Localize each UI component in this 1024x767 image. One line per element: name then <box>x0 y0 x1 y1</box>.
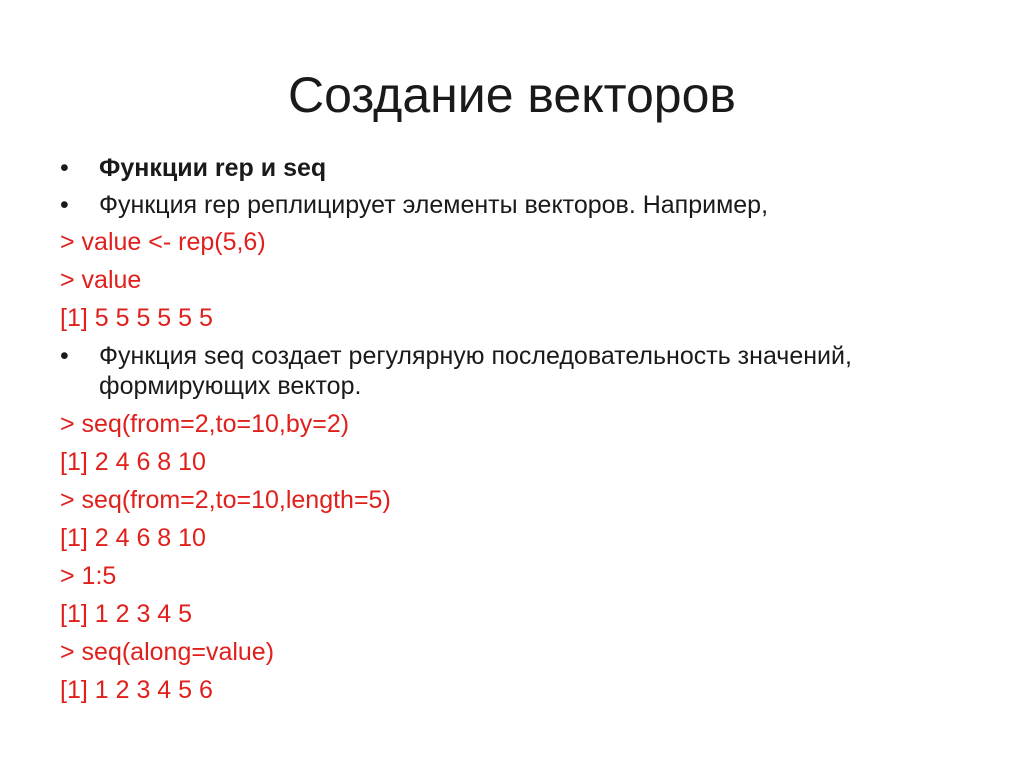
code-output: [1] 5 5 5 5 5 5 <box>60 304 213 332</box>
bullet-icon: • <box>60 191 69 219</box>
bullet-item <box>60 341 990 371</box>
slide-body <box>60 153 990 705</box>
code-output: [1] 1 2 3 4 5 6 <box>60 676 213 704</box>
bullet-text: формирующих вектор. <box>99 372 362 400</box>
code-line: > seq(along=value) <box>60 638 275 666</box>
code-line: > 1:5 <box>60 562 117 590</box>
code-output: [1] 2 4 6 8 10 <box>60 448 206 476</box>
code-output: [1] 1 2 3 4 5 <box>60 600 193 628</box>
slide-title: Создание векторов <box>288 67 736 123</box>
bullet-item <box>60 190 990 220</box>
code-line: > seq(from=2,to=10,length=5) <box>60 486 391 514</box>
bullet-text: Функция rep реплицирует элементы векторов. Например, <box>99 191 769 219</box>
bullet-item-continuation <box>60 371 990 401</box>
bullet-text: Функции rep и seq <box>99 154 327 182</box>
bullet-icon: • <box>60 342 69 370</box>
bullet-text: Функция seq создает регулярную последовательность значений, <box>99 342 852 370</box>
code-line: > value <box>60 266 142 294</box>
code-line: > value <- rep(5,6) <box>60 228 266 256</box>
bullet-icon: • <box>60 154 69 182</box>
code-output: [1] 2 4 6 8 10 <box>60 524 206 552</box>
code-line: > seq(from=2,to=10,by=2) <box>60 410 350 438</box>
bullet-item <box>60 153 990 183</box>
